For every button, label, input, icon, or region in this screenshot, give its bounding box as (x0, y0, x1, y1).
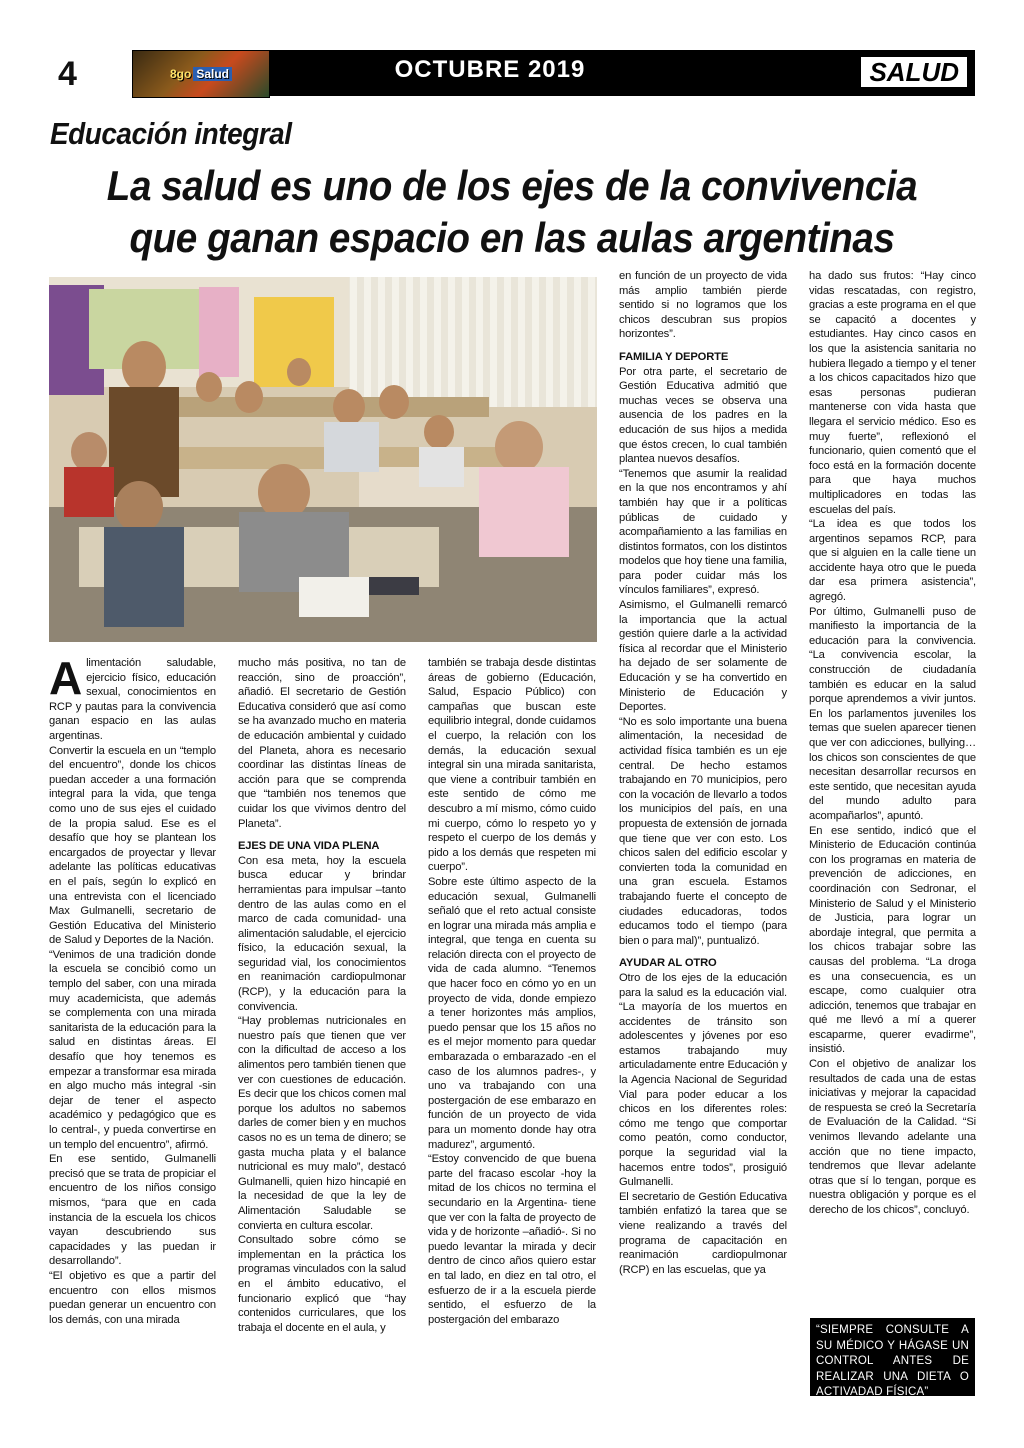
page-number: 4 (58, 55, 77, 93)
paragraph: “Hay problemas nutricionales en nuestro país que tienen que ver con la dificultad de acceso a los alimentos pero también tienen que ver con cuestiones de educación. Es decir que los chicos comen mal porque los adultos no sabemos darles de comer bien y en muchos casos no es un tema de dinero; se gasta mucha plata y el balance nutricional es muy malo”, destacó Gulmanelli, quien hizo hincapié en la necesidad de que la ley de Alimentación Saludable se convierta en cultura escolar. (238, 1015, 406, 1232)
article-headline: La salud es uno de los ejes de la convivencia que ganan espacio en las aulas argentinas (106, 162, 918, 261)
subheading: FAMILIA Y DEPORTE (619, 350, 729, 363)
classroom-photo (49, 277, 597, 642)
lead-paragraph (49, 652, 216, 744)
paragraph: ha dado sus frutos: “Hay cinco vidas rescatadas, con registro, gracias a este programa en el que se capacitó a docentes y estudiantes. Hay cinco casos en los que la asistencia sanitaria no hubiera llegado a tiempo y el tener a los chicos capacitados hizo que esas personas pudieran mantenerse con vida hasta que llegara el servicio médico. Eso es muy fuerte”, reflexionó el funcionario, quien comentó que el foco está en la formación docente para que haya muchos multiplicadores en todas las escuelas del país. (809, 270, 976, 516)
paragraph: también se trabaja desde distintas áreas de gobierno (Educación, Salud, Espacio Público) con campañas que buscan este equilibrio integral, donde cuidamos el cuerpo, la relación con los demás, la educación sexual integral sin una mirada sanitarista, que viene a contribuir también en este sentido de cómo me descubro a mí mismo, cómo cuido mi cuerpo, cómo lo respeto yo y respeto el cuerpo de los demás y pido a los demás que respeten mi cuerpo”. (428, 657, 596, 874)
publication-logo (132, 50, 270, 98)
paragraph: El secretario de Gestión Educativa también enfatizó la tarea que se viene realizando a través del programa de capacitación en reanimación cardiopulmonar (RCP) en las escuelas, que ya (619, 1190, 787, 1276)
paragraph: mucho más positiva, no tan de reacción, sino de proacción”, añadió. El secretario de Gestión Educativa consideró que así como se ha avanzado mucho en materia de educación ambiental y cuidado del Planeta, ahora es necesario coordinar las distintas líneas de acción para que se comprenda que “también nos tenemos que cuidar los que vivimos dentro del Planeta”. (238, 657, 406, 830)
section-label: SALUD (861, 57, 967, 87)
paragraph: “No es solo importante una buena alimentación, la necesidad de actividad física también es un eje central. De hecho estamos trabajando en 70 municipios, pero con la vocación de llevarlo a todos los municipios del país, en una propuesta de extensión de jornada que tiene que ver con esto. Los chicos salen del edificio escolar y convierten toda la comunidad en una gran escuela. Estamos trabajando fuerte el concepto de ciudades educadoras, todos educamos todo el tiempo (para bien o para mal)”, puntualizó. (619, 715, 787, 947)
logo-salud-text: Salud (193, 67, 232, 81)
article-column-2 (238, 656, 406, 1335)
paragraph: Por último, Gulmanelli puso de manifiesto la importancia de la educación para la convivencia. “La convivencia escolar, la construcción de ciudadanía también es educar en la salud porque aprendemos a vivir juntos. En los parlamentos juveniles los temas que suelen aparecer tienen que ver con adicciones, bullying… los chicos son conscientes de que necesitan desarrollar recursos en este sentido, que necesitan ayuda del mundo adulto para acompañarlos”, apuntó. (809, 605, 976, 822)
paragraph: en función de un proyecto de vida más amplio también pierde sentido si no logramos que los chicos descubran sus propios horizontes”. (619, 270, 787, 341)
paragraph: Con el objetivo de analizar los resultados de cada una de estas iniciativas y mejorar la capacidad de respuesta se creó la Secretaría de Evaluación de la Calidad. “Si venimos llevando adelante una acción que no tiene impacto, tendremos que llevar adelante otras que sí lo tengan, porque es nuestra obligación y porque es el derecho de los chicos”, concluyó. (809, 1058, 976, 1216)
drop-cap: A (49, 652, 83, 704)
paragraph: Asimismo, el Gulmanelli remarcó la importancia que la actual gestión quiere darle a la actividad física al recordar que el Ministerio ha dejado de ser solamente de Educación y se ha convertido en Ministerio de Educación y Deportes. (619, 599, 787, 714)
header-bar (270, 50, 975, 96)
paragraph: Consultado sobre cómo se implementan en la práctica los programas vinculados con la salud en el ámbito educativo, el funcionario explicó que “hay contenidos curriculares, que los trabaja el docente en el aula, y (238, 1234, 406, 1334)
article-column-1 (49, 652, 216, 1327)
paragraph: Con esa meta, hoy la escuela busca educar y brindar herramientas para impulsar –tanto dentro de las aulas como en el marco de cada comunidad- una alimentación saludable, el ejercicio físico, la educación sexual, la seguridad vial, los conocimientos en reanimación cardiopulmonar (RCP), y la educación para la convivencia. (238, 854, 406, 1013)
paragraph: “Estoy convencido de que buena parte del fracaso escolar -hoy la mitad de los chicos no termina el secundario en la Argentina- tiene que ver con la falta de proyecto de vida y de horizonte –añadió-. Si no puedo levantar la mirada y decir dentro de cinco años quiero estar en tal lado, en diez en tal otro, el esfuerzo de ir a la escuela pierde sentido, el esfuerzo de la postergación del embarazo (428, 1153, 596, 1326)
article-column-4 (619, 269, 787, 1277)
paragraph: “Tenemos que asumir la realidad en la que nos encontramos y ahí también hay que ir a políticas públicas de cuidado y acompañamiento a las familias en distintos formatos, con los distintos modelos que hoy tiene una familia, para poder cuidar más los vínculos familiares”, expresó. (619, 467, 787, 597)
article-kicker: Educación integral (50, 116, 292, 151)
subheading: EJES DE UNA VIDA PLENA (238, 840, 380, 853)
subheading: AYUDAR AL OTRO (619, 957, 717, 970)
paragraph: Sobre este último aspecto de la educación sexual, Gulmanelli señaló que el reto actual consiste en lograr una mirada más amplia e integral, que tenga en cuenta su relación directa con el proyecto de vida de cada alumno. “Tenemos que hacer foco en cómo yo en un proyecto de vida, donde empiezo a tener horizontes más amplios, puedo pensar que los 15 años no es el mejor momento para quedar embarazada o embarazado -en el caso de los alumnos padres-, y uno va trabajando con una postergación de ese embarazo en función de un proyecto de vida para un momento donde hay otra madurez”, argumentó. (428, 875, 596, 1151)
paragraph: “El objetivo es que a partir del encuentro con ellos mismos puedan generar un encuentro con los demás, con una mirada (49, 1269, 216, 1326)
paragraph: “La idea es que todos los argentinos sepamos RCP, para que si alguien en la calle tiene un accidente haya otro que le pueda dar esa primera asistencia”, agregó. (809, 518, 976, 604)
classroom-photo-illustration (49, 277, 597, 642)
paragraph: En ese sentido, indicó que el Ministerio de Educación continúa con los programas en materia de prevención de adicciones, en coordinación con Sedronar, el Ministerio de Salud y el Ministerio de Justicia, para lograr un abordaje integral, que permita a los chicos trabajar sobre las causas del problema. “La droga es una consecuencia, es un escape, como cualquier otra adicción, tenemos que trabajar en qué me llevó a mí a querer escaparme, querer evadirme”, insistió. (809, 824, 976, 1056)
article-column-3 (428, 656, 596, 1327)
paragraph: Otro de los ejes de la educación para la salud es la educación vial. “La mayoría de los muertos en accidentes de tránsito son adolescentes y jóvenes por eso estamos trabajando muy articuladamente entre Educación y la Agencia Nacional de Seguridad Vial para poder educar a los chicos en los diferentes roles: cómo me tengo que comportar como peatón, como conductor, porque la seguridad vial la hacemos entre todos”, prosiguió Gulmanelli. (619, 971, 787, 1189)
logo-text: 8go (169, 67, 192, 81)
paragraph: Convertir la escuela en un “templo del encuentro”, donde los chicos puedan acceder a una formación integral para la vida, que tenga como uno de sus ejes el cuidado de la propia salud. Ese es el desafío que hoy se plantean los encargados de proyectar y llevar adelante las políticas educativas en el país, según lo explicó en una entrevista con el licenciado Max Gulmanelli, secretario de Gestión Educativa del Ministerio de Salud y Deportes de la Nación. (49, 744, 216, 947)
issue-date: OCTUBRE 2019 (394, 56, 586, 83)
health-notice-box: “SIEMPRE CONSULTE A SU MÉDICO Y HÁGASE UN CONTROL ANTES DE REALIZAR UNA DIETA O ACTIVADAD FÍSICA” (810, 1318, 975, 1396)
paragraph: “Venimos de una tradición donde la escuela se concibió como un templo del saber, con una mirada muy academicista, que además se complementa con una mirada sanitarista de la educación para la salud en distintas áreas. El desafío que hoy tenemos es empezar a transformar esa mirada en algo mucho más integral -sin dejar de tener el aspecto académico y pedagógico que es lo central-, y pueda convertirse en un templo del encuentro”, afirmó. (49, 948, 216, 1151)
article-column-5 (809, 269, 976, 1218)
paragraph: En ese sentido, Gulmanelli precisó que se trata de propiciar el encuentro de los niños consigo mismos, “para que en cada instancia de la escuela los chicos vayan descubriendo sus capacidades y las puedan ir desarrollando”. (49, 1153, 216, 1268)
paragraph: Por otra parte, el secretario de Gestión Educativa admitió que muchas veces se observa una ausencia de los padres en la educación de sus hijos a medida que éstos crecen, lo cual también plantea nuevos desafíos. (619, 365, 787, 466)
lead-text: limentación saludable, ejercicio físico, educación sexual, conocimientos en RCP y pautas para la convivencia ganan espacio en las aulas argentinas. (49, 657, 216, 742)
